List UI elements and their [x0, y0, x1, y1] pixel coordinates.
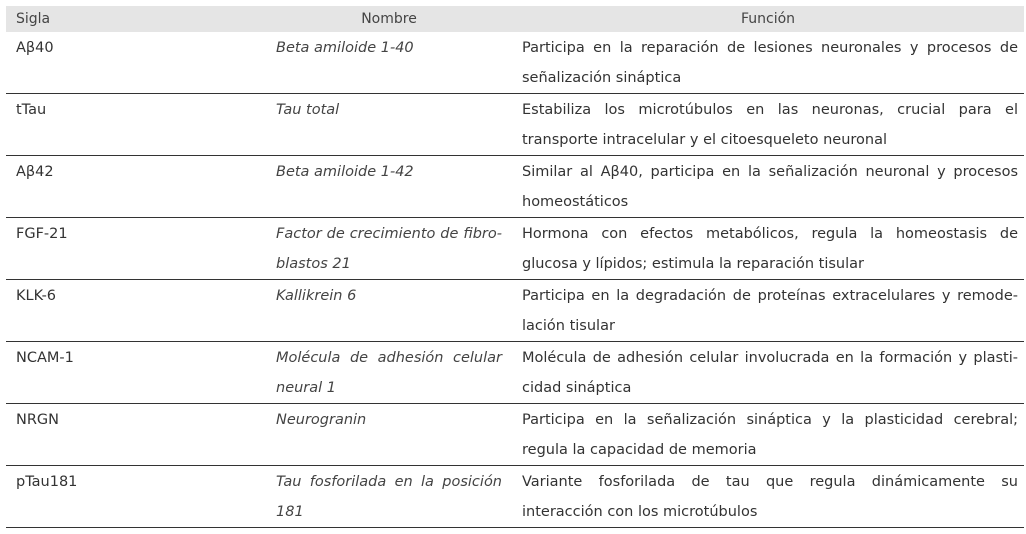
cell-funcion: Molécula de adhesión celular involucrada en la formación y plasti-cidad sináptica [522, 350, 1018, 396]
cell-sigla: KLK-6 [16, 288, 57, 304]
cell-sigla: NRGN [16, 412, 60, 428]
table-row [6, 32, 1024, 94]
cell-nombre: Tau fosforilada en la posición 181 [276, 474, 502, 520]
cell-sigla: FGF-21 [16, 226, 68, 242]
cell-nombre: Tau total [276, 102, 340, 118]
cell-sigla: NCAM-1 [16, 350, 74, 366]
cell-funcion: Variante fosforilada de tau que regula dinámicamente su interacción con los microtúbulos [522, 474, 1018, 520]
cell-sigla: tTau [16, 102, 47, 118]
cell-nombre: Molécula de adhesión celular neural 1 [276, 350, 502, 396]
cell-funcion: Estabiliza los microtúbulos en las neuronas, crucial para el transporte intracelular y el citoesqueleto neuronal [522, 102, 1018, 148]
table-row [6, 156, 1024, 218]
cell-nombre: Beta amiloide 1-40 [276, 40, 414, 56]
cell-funcion: Participa en la reparación de lesiones neuronales y procesos de señalización sináptica [522, 40, 1018, 86]
cell-funcion: Participa en la señalización sináptica y la plasticidad cerebral; regula la capacidad de memoria [522, 412, 1018, 458]
header-nombre: Nombre [361, 11, 417, 27]
cell-sigla: Aβ42 [16, 164, 54, 180]
cell-funcion: Participa en la degradación de proteínas extracelulares y remode-lación tisular [522, 288, 1018, 334]
cell-nombre: Beta amiloide 1-42 [276, 164, 414, 180]
table-row [6, 466, 1024, 528]
cell-nombre: Kallikrein 6 [276, 288, 357, 304]
table-row [6, 94, 1024, 156]
header-row [6, 6, 1024, 32]
cell-nombre: Neurogranin [276, 412, 367, 428]
table-row [6, 280, 1024, 342]
cell-nombre: Factor de crecimiento de fibro-blastos 21 [276, 226, 502, 272]
cell-sigla: pTau181 [16, 474, 78, 490]
table-row [6, 404, 1024, 466]
table-row [6, 218, 1024, 280]
header-funcion: Función [740, 11, 796, 27]
header-sigla: Sigla [16, 11, 51, 27]
biomarker-table [6, 6, 1024, 528]
cell-sigla: Aβ40 [16, 40, 54, 56]
cell-funcion: Similar al Aβ40, participa en la señalización neuronal y procesos homeostáticos [522, 164, 1018, 210]
table-row [6, 342, 1024, 404]
cell-funcion: Hormona con efectos metabólicos, regula la homeostasis de glucosa y lípidos; estimula la reparación tisular [522, 226, 1018, 272]
